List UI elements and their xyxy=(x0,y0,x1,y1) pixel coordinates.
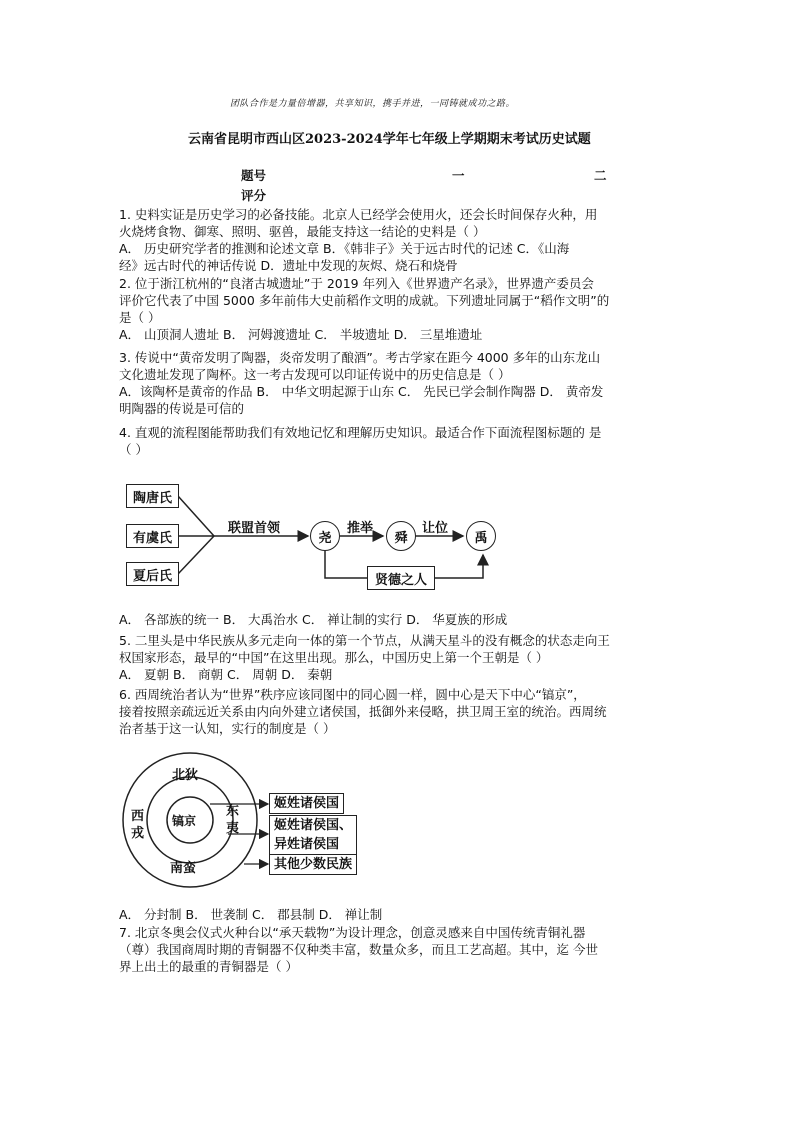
edge-label-recommend: 推举 xyxy=(347,521,374,536)
box-line: 姬姓诸侯国 xyxy=(274,796,340,811)
question-line: 6. 西周统治者认为“世界”秩序应该同图中的同心圆一样，圆中心是天下中心“镐京”， xyxy=(119,687,586,702)
question-line: A． 山顶洞人遗址 B． 河姆渡遗址 C． 半坡遗址 D． 三星堆遗址 xyxy=(119,327,483,342)
question-line: （尊）我国商周时期的青铜器不仅种类丰富，数量众多，而且工艺高超。其中，迄 今世 xyxy=(119,942,598,957)
question-line: 3. 传说中“黄帝发明了陶器，炎帝发明了酿酒”。考古学家在距今 4000 多年的山东龙山 xyxy=(119,350,601,365)
question-line: 2. 位于浙江杭州的“良渚古城遗址”于 2019 年列入《世界遗产名录》，世界遗产委员会 xyxy=(119,276,594,291)
node-yu: 禹 xyxy=(466,521,496,551)
tribe-box-youyu: 有虞氏 xyxy=(126,524,179,548)
question-line: 界上出土的最重的青铜器是（ ） xyxy=(119,959,298,974)
virtuous-person-box: 贤德之人 xyxy=(367,566,435,590)
question-line: A．该陶杯是黄帝的作品 B． 中华文明起源于山东 C． 先民已学会制作陶器 D． 黄帝发 xyxy=(119,384,604,399)
question-line: 评价它代表了中国 5000 多年前伟大史前稻作文明的成就。下列遗址同属于“稻作文明”的 xyxy=(119,293,610,308)
score-table-row-label: 评分 xyxy=(241,188,267,203)
edge-label-abdicate: 让位 xyxy=(422,521,449,536)
label-north-di: 北狄 xyxy=(172,768,199,783)
score-table-col-1: 一 xyxy=(452,168,465,183)
question-line: 明陶器的传说是可信的 xyxy=(119,401,245,416)
question-line: 5. 二里头是中华民族从多元走向一体的第一个节点，从满天星斗的没有概念的状态走向王 xyxy=(119,633,610,648)
header-motto: 团队合作是力量倍增器，共享知识，携手并进，一同铸就成功之路。 xyxy=(230,99,516,109)
label-west-rong-2: 戎 xyxy=(131,826,145,841)
node-shun: 舜 xyxy=(386,521,416,551)
question-line: A． 历史研究学者的推测和论述文章 B．《韩非子》关于远古时代的记述 C．《山海 xyxy=(119,241,570,256)
tribe-box-taotang: 陶唐氏 xyxy=(126,484,179,508)
question-options: A． 分封制 B． 世袭制 C． 郡县制 D． 禅让制 xyxy=(119,907,383,922)
label-haojing-center: 镐京 xyxy=(172,814,197,828)
score-table-col-label: 题号 xyxy=(241,168,267,183)
question-line: 7. 北京冬奥会仪式火种台以“承天载物”为设计理念，创意灵感来自中国传统青铜礼器 xyxy=(119,925,586,940)
score-table-col-2: 二 xyxy=(594,168,607,183)
box-ji-and-other-vassals xyxy=(269,815,357,855)
question-options: A． 各部族的统一 B． 大禹治水 C． 禅让制的实行 D． 华夏族的形成 xyxy=(119,612,508,627)
question-line: 火烧烤食物、御寒、照明、驱兽，最能支持这一结论的史料是（ ） xyxy=(119,224,486,239)
tribe-box-xiahou: 夏后氏 xyxy=(126,562,179,586)
exam-title: 云南省昆明市西山区2023-2024学年七年级上学期期末考试历史试题 xyxy=(188,132,591,147)
label-east-yi-1: 东 xyxy=(226,804,240,819)
question-6-options xyxy=(119,906,679,923)
alliance-label: 联盟首领 xyxy=(228,521,281,536)
box-line: 异姓诸侯国 xyxy=(274,837,340,852)
node-yao: 尧 xyxy=(310,521,340,551)
question-line: 1. 史料实证是历史学习的必备技能。北京人已经学会使用火，还会长时间保存火种，用 xyxy=(119,207,598,222)
label-east-yi-2: 夷 xyxy=(226,821,240,836)
box-ji-vassals xyxy=(269,793,344,814)
question-line: 是（ ） xyxy=(119,310,161,325)
label-south-man: 南蛮 xyxy=(170,861,197,876)
question-line: 经》远古时代的神话传说 D．遗址中发现的灰烬、烧石和烧骨 xyxy=(119,258,458,273)
question-line: （ ） xyxy=(119,442,148,457)
question-7 xyxy=(119,924,679,975)
box-minorities xyxy=(269,854,357,875)
question-line: 4. 直观的流程图能帮助我们有效地记忆和理解历史知识。最适合作下面流程图标题的 是 xyxy=(119,425,602,440)
box-line: 姬姓诸侯国、 xyxy=(274,818,353,833)
box-line: 其他少数民族 xyxy=(274,857,353,872)
question-line: 治者基于这一认知，实行的制度是（ ） xyxy=(119,721,336,736)
label-west-rong-1: 西 xyxy=(131,809,145,824)
question-line: 文化遗址发现了陶杯。这一考古发现可以印证传说中的历史信息是（ ） xyxy=(119,367,511,382)
question-line: 接着按照亲疏远近关系由内向外建立诸侯国，抵御外来侵略，拱卫周王室的统治。西周统 xyxy=(119,704,607,719)
question-line: A． 夏朝 B． 商朝 C． 周朝 D． 秦朝 xyxy=(119,667,333,682)
question-line: 权国家形态，最早的“中国”在这里出现。那么，中国历史上第一个王朝是（ ） xyxy=(119,650,549,665)
